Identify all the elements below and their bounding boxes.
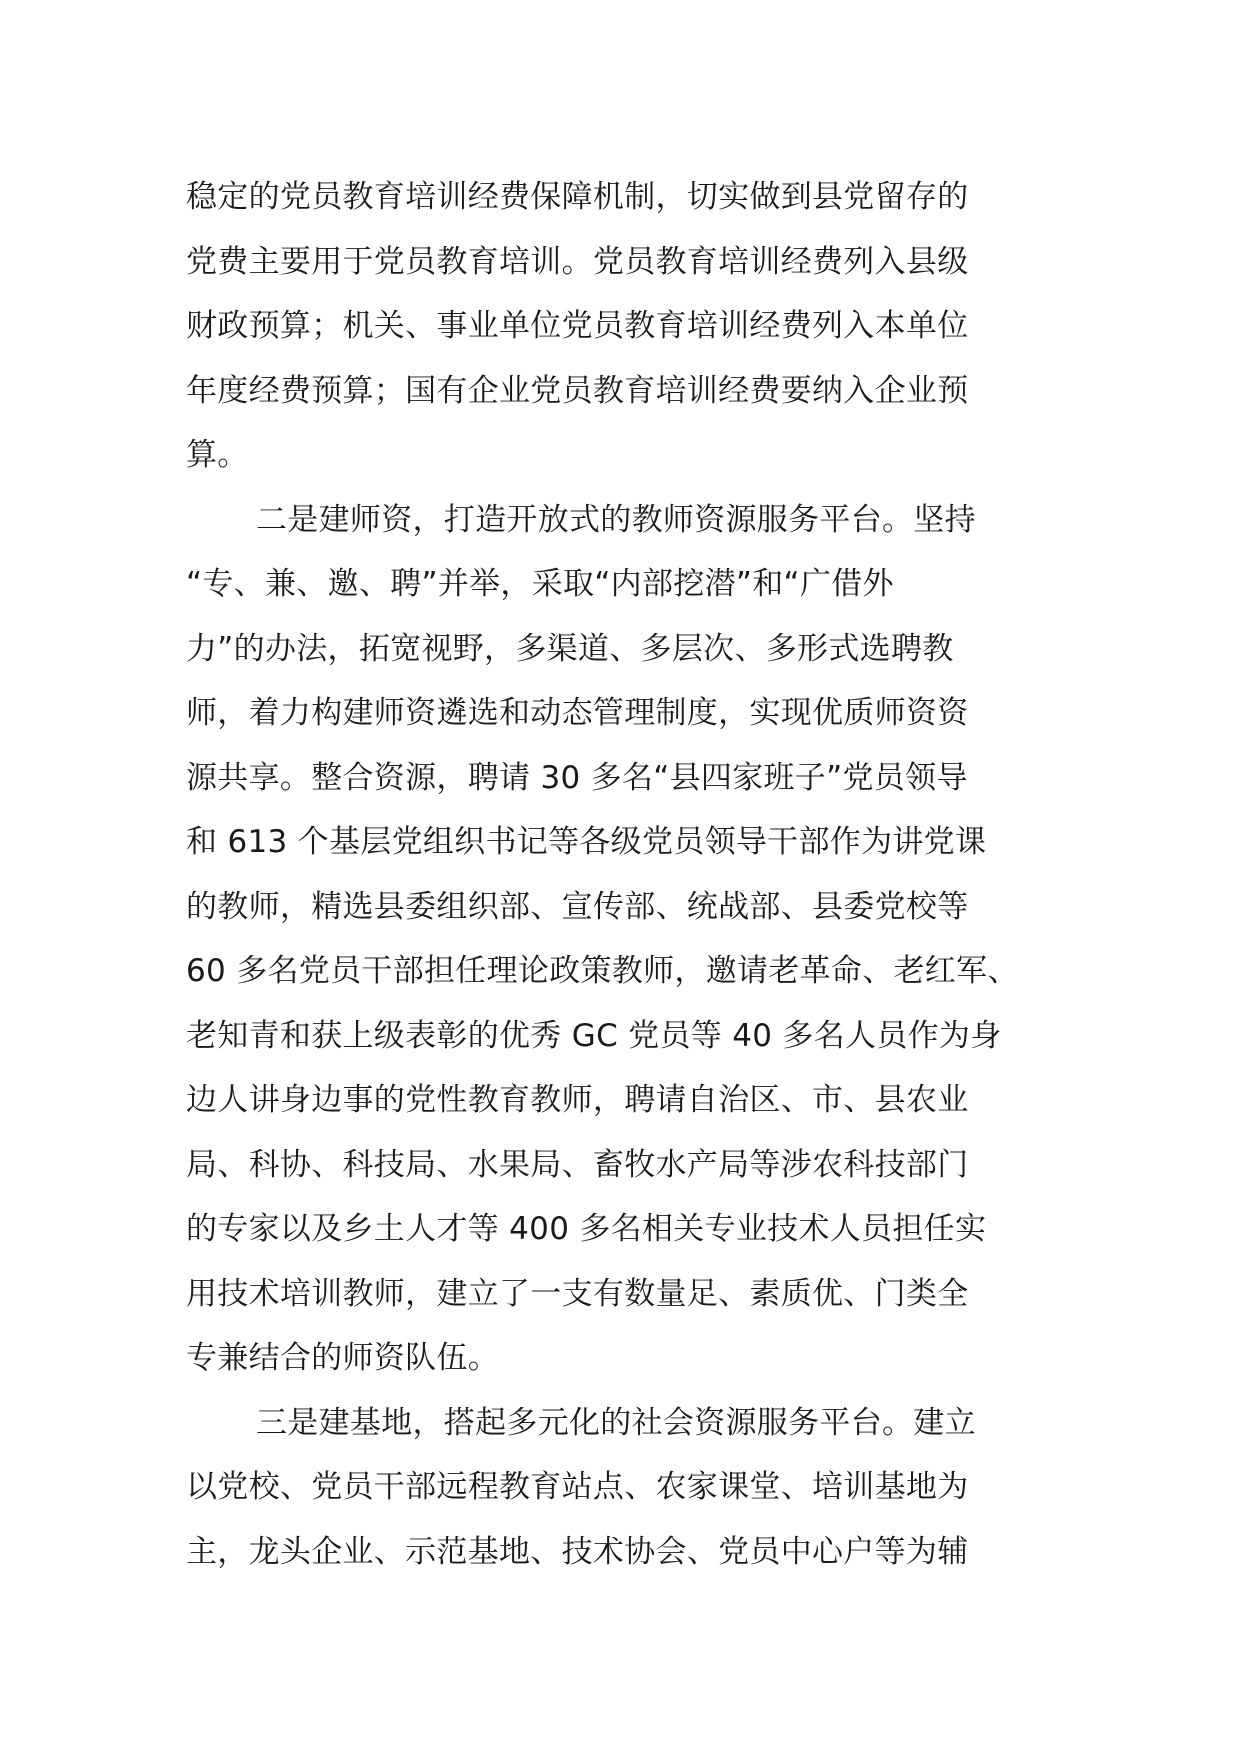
text-line: 主，龙头企业、示范基地、技术协会、党员中心户等为辅 [186, 1533, 969, 1570]
text-line: 老知青和获上级表彰的优秀 GC 党员等 40 多名人员作为身 [186, 1017, 1002, 1054]
text-line: 师，着力构建师资遴选和动态管理制度，实现优质师资资 [186, 695, 969, 731]
body-text [186, 165, 1086, 1584]
text-line: 60 多名党员干部担任理论政策教师，邀请老革命、老红军、 [186, 953, 1019, 989]
text-line: 以党校、党员干部远程教育站点、农家课堂、培训基地为 [186, 1469, 969, 1505]
paragraph-first-line: 三是建基地，搭起多元化的社会资源服务平台。建立 [256, 1404, 976, 1441]
text-line: 力”的办法，拓宽视野，多渠道、多层次、多形式选聘教 [186, 630, 954, 667]
text-line: 党费主要用于党员教育培训。党员教育培训经费列入县级 [186, 243, 969, 280]
text-line: 稳定的党员教育培训经费保障机制，切实做到县党留存的 [186, 179, 969, 215]
text-line: 源共享。整合资源，聘请 30 多名“县四家班子”党员领导 [186, 759, 968, 796]
text-line: 年度经费预算；国有企业党员教育培训经费要纳入企业预 [186, 372, 969, 409]
text-line: “专、兼、邀、聘”并举，采取“内部挖潜”和“广借外 [186, 566, 894, 602]
paragraph-first-line: 二是建师资，打造开放式的教师资源服务平台。坚持 [256, 501, 976, 538]
text-line: 算。 [186, 437, 249, 473]
text-line: 和 613 个基层党组织书记等各级党员领导干部作为讲党课 [186, 824, 987, 860]
text-line: 的教师，精选县委组织部、宣传部、统战部、县委党校等 [186, 888, 969, 925]
text-line: 专兼结合的师资队伍。 [186, 1340, 499, 1376]
text-line: 财政预算；机关、事业单位党员教育培训经费列入本单位 [186, 308, 969, 344]
text-line: 边人讲身边事的党性教育教师，聘请自治区、市、县农业 [186, 1082, 969, 1118]
text-line: 局、科协、科技局、水果局、畜牧水产局等涉农科技部门 [186, 1146, 969, 1183]
text-line: 用技术培训教师，建立了一支有数量足、素质优、门类全 [186, 1275, 969, 1312]
text-line: 的专家以及乡土人才等 400 多名相关专业技术人员担任实 [186, 1211, 987, 1247]
